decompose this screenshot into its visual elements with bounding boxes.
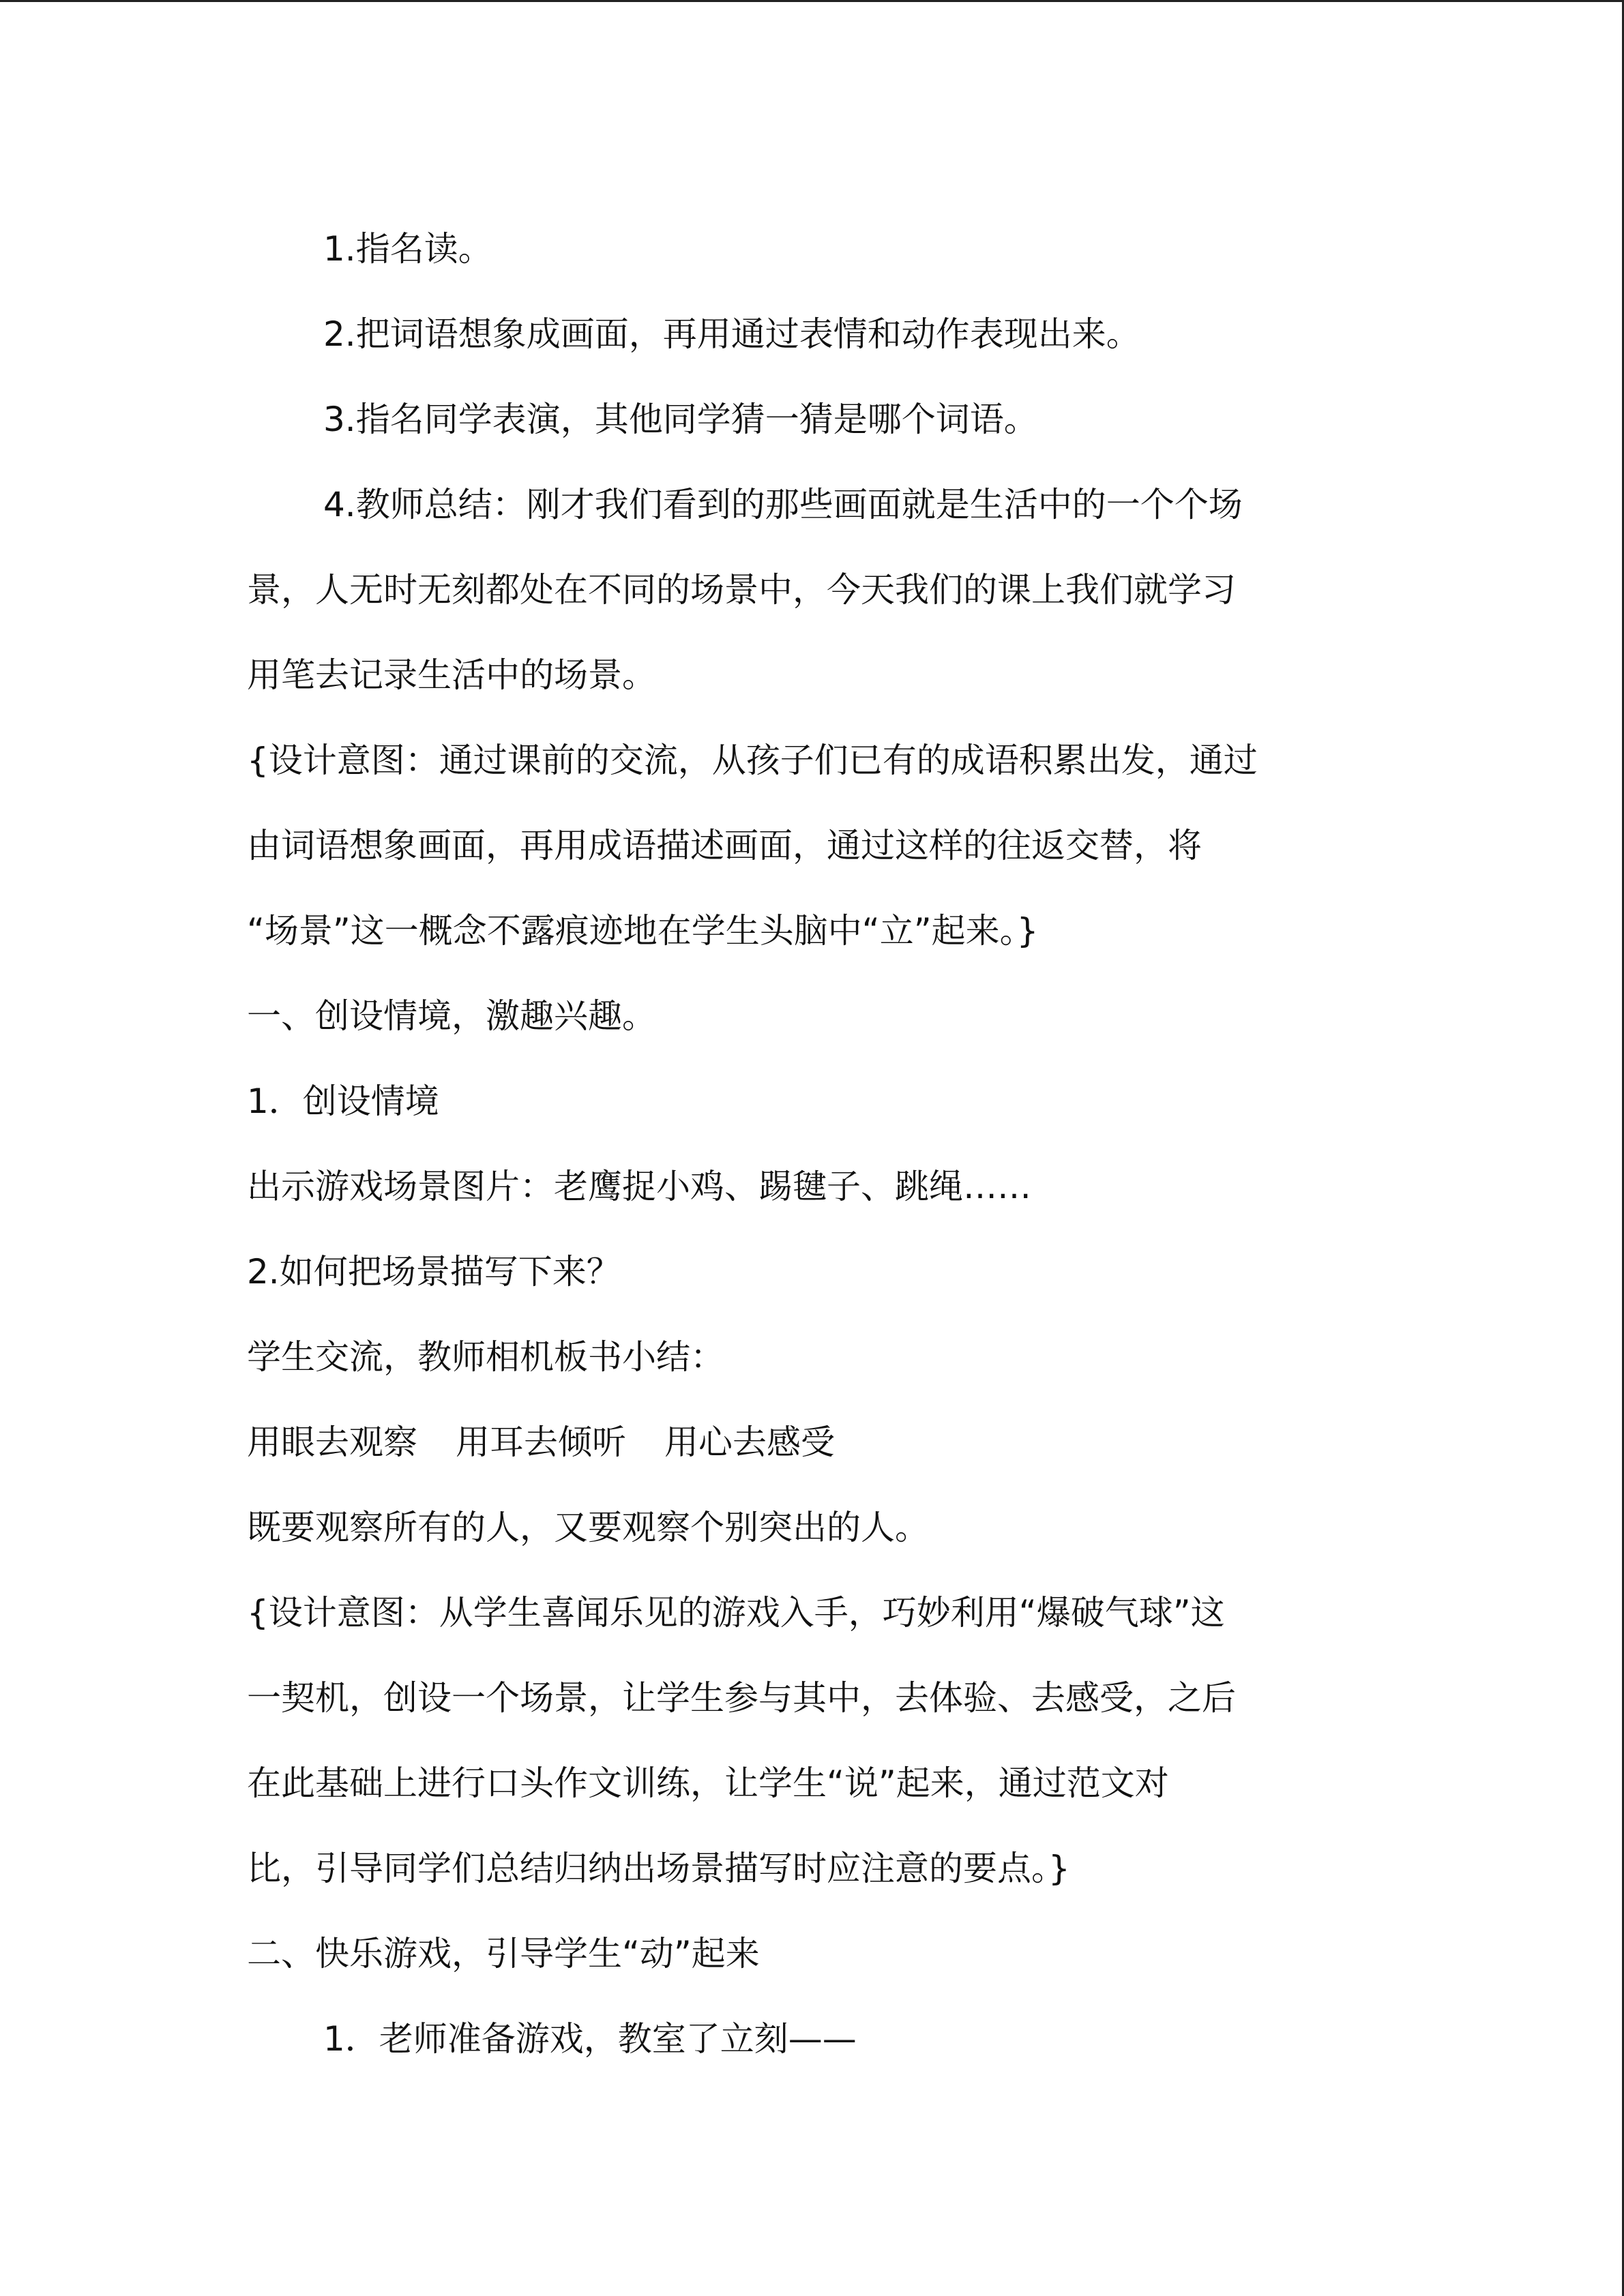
text-line: 1.指名读。 (323, 229, 492, 269)
design-intent-line: 比，引导同学们总结归纳出场景描写时应注意的要点。} (247, 1849, 1070, 1888)
document-body (247, 207, 1379, 2082)
design-intent-line: 在此基础上进行口头作文训练，让学生“说”起来，通过范文对 (247, 1763, 1169, 1803)
design-intent-line: {设计意图：从学生喜闻乐见的游戏入手，巧妙利用“爆破气球”这 (247, 1593, 1225, 1632)
text-line: 景，人无时无刻都处在不同的场景中，今天我们的课上我们就学习 (247, 570, 1236, 610)
section-heading: 一、创设情境，激趣兴趣。 (247, 996, 656, 1036)
text-line: 1．老师准备游戏，教室了立刻—— (323, 2019, 857, 2059)
design-intent-line: 由词语想象画面，再用成语描述画面，通过这样的往返交替，将 (247, 826, 1202, 865)
text-line: 既要观察所有的人，又要观察个别突出的人。 (247, 1508, 929, 1547)
section-heading: 二、快乐游戏，引导学生“动”起来 (247, 1934, 760, 1973)
text-line: 2.把词语想象成画面，再用通过表情和动作表现出来。 (323, 314, 1140, 354)
design-intent-line: {设计意图：通过课前的交流，从孩子们已有的成语积累出发，通过 (247, 741, 1258, 780)
text-line: 出示游戏场景图片：老鹰捉小鸡、踢毽子、跳绳…… (247, 1167, 1031, 1206)
board-summary-line (247, 1400, 1379, 1485)
text-line: 1．创设情境 (247, 1082, 439, 1121)
summary-item-eyes: 用眼去观察 (247, 1422, 417, 1462)
design-intent-line: 一契机，创设一个场景，让学生参与其中，去体验、去感受，之后 (247, 1678, 1236, 1718)
summary-item-heart: 用心去感受 (664, 1422, 835, 1462)
text-line: 2.如何把场景描写下来？ (247, 1252, 621, 1292)
text-line: 用笔去记录生活中的场景。 (247, 655, 656, 695)
text-line: 4.教师总结：刚才我们看到的那些画面就是生活中的一个个场 (323, 485, 1243, 524)
text-line: 3.指名同学表演，其他同学猜一猜是哪个词语。 (323, 400, 1038, 439)
summary-item-ears: 用耳去倾听 (456, 1422, 626, 1462)
text-line: 学生交流，教师相机板书小结： (247, 1337, 724, 1377)
design-intent-line: “场景”这一概念不露痕迹地在学生头脑中“立”起来。} (247, 911, 1039, 951)
